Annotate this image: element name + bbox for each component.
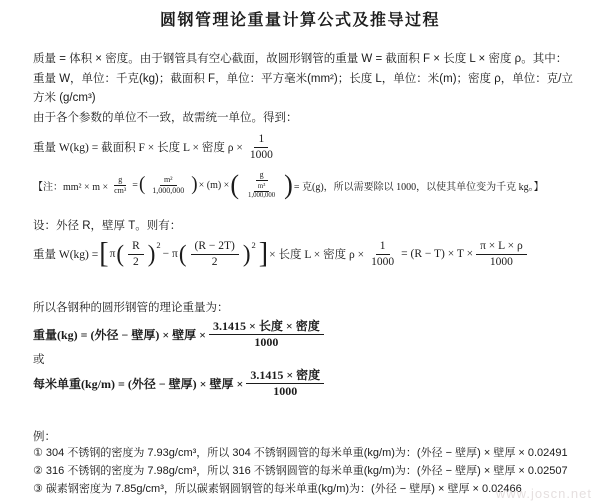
pi-symbol: π [109,248,116,260]
example-item-carbon-steel: ③ 碳素钢密度为 7.85g/cm³，所以碳素钢圆钢管的每米单重(kg/m)为：(外径 − 壁厚) × 壁厚 × 0.02466 [33,483,522,495]
examples-label: 例： [33,431,56,443]
left-paren: ( [230,169,239,200]
fraction-R-2: $\frac{R}{2}$ [128,239,144,269]
right-bracket: ] [258,237,269,270]
weight-formula-units [33,132,280,162]
result-intro: 所以各钢种的圆形钢管的理论重量为： [33,302,229,314]
fraction-m2-million: $\frac{\text{m²}}{1,000,000}$ [152,174,185,195]
right-paren: ) [191,173,198,196]
derivation-mid: × 长度 L × 密度 ρ × [269,249,365,261]
example-item-316: ② 316 不锈钢的密度为 7.98g/cm³，所以 316 不锈钢圆管的每米单重(kg/m)为：(外径 − 壁厚) × 壁厚 × 0.02507 [33,465,568,477]
fraction-31415-density: $\frac{\text{3.1415 × 密度}}{1000}$ [246,368,324,399]
intro-paragraph [33,50,580,109]
right-paren: ) [242,240,251,267]
derivation-lhs: 重量 W(kg) = [33,249,99,261]
result-f2-lhs: 每米单重(kg/m) = (外径 − 壁厚) × 壁厚 × [33,376,244,391]
fraction-pi-L-rho-1000: $\frac{\pi \times L \times \rho}{1000}$ [476,239,527,269]
fraction-31415-length-density: $\frac{\text{3.1415 × 长度 × 密度}}{1000}$ [209,319,324,350]
formula-lhs: 重量 W(kg) = 截面积 F × 长度 L × 密度 ρ × [33,142,243,154]
example-item-304: ① 304 不锈钢的密度为 7.93g/cm³，所以 304 不锈钢圆管的每米单重(kg/m)为：(外径 − 壁厚) × 壁厚 × 0.02491 [33,447,568,459]
or-label: 或 [33,354,45,366]
result-f1-lhs: 重量(kg) = (外径 − 壁厚) × 壁厚 × [33,327,207,342]
left-bracket: [ [99,237,109,270]
right-paren: ) [284,169,293,200]
intro-line-1: 质量 = 体积 × 密度。由于钢管具有空心截面，故圆形钢管的重量 W = 截面积 F × 长度 L × 密度 ρ。其中： [33,53,568,65]
squared-exponent: 2 [251,240,256,250]
fraction-g-over-m3-million: $\frac{g}{\frac{\text{m³}}{1,000,000}}$ [242,170,281,200]
intro-line-2: 重量 W，单位：千克(kg)；截面积 F，单位：平方毫米(mm²)；长度 L，单位：米(m)；密度 ρ，单位：克/立方米 (g/cm³) [33,72,573,104]
fraction-m3-million: $\frac{\text{m³}}{1,000,000}$ [247,182,276,199]
note-close: = 克(g)，所以需要除以 1000，以使其单位变为千克 kg。】 [293,181,544,193]
derivation-rhs: = (R − T) × T × [401,248,474,260]
page-title: 圆钢管理论重量计算公式及推导过程 [159,12,440,29]
fraction-R-minus-2T-over-2: $\frac{(R - 2T)}{2}$ [191,239,239,269]
note-times-m: × (m) × [198,179,230,191]
left-paren: ( [138,173,146,196]
minus-pi: − π [162,248,178,260]
fraction-g-cm3: $\frac{g}{\text{cm³}}$ [114,174,127,195]
result-formula-weight [33,317,327,351]
note-open: 【注：mm² × m × [33,181,109,193]
site-watermark: www.joscn.net [495,486,592,501]
unify-intro: 由于各个参数的单位不一致，故需统一单位。得到： [33,112,298,124]
left-paren: ( [116,240,125,267]
fraction-1-1000: $\frac{1}{1000}$ [371,240,395,268]
unit-conversion-note [33,167,544,203]
squared-exponent: 2 [156,240,161,250]
fraction-1-1000: $\frac{1}{1000}$ [249,133,273,161]
derivation-formula [33,234,530,274]
note-equals: = [132,179,138,191]
result-formula-per-meter [33,366,327,400]
derivation-setup: 设：外径 R，壁厚 T。则有： [33,220,182,232]
right-paren: ) [147,240,156,267]
left-paren: ( [178,240,187,267]
nested-denominator [242,181,281,200]
